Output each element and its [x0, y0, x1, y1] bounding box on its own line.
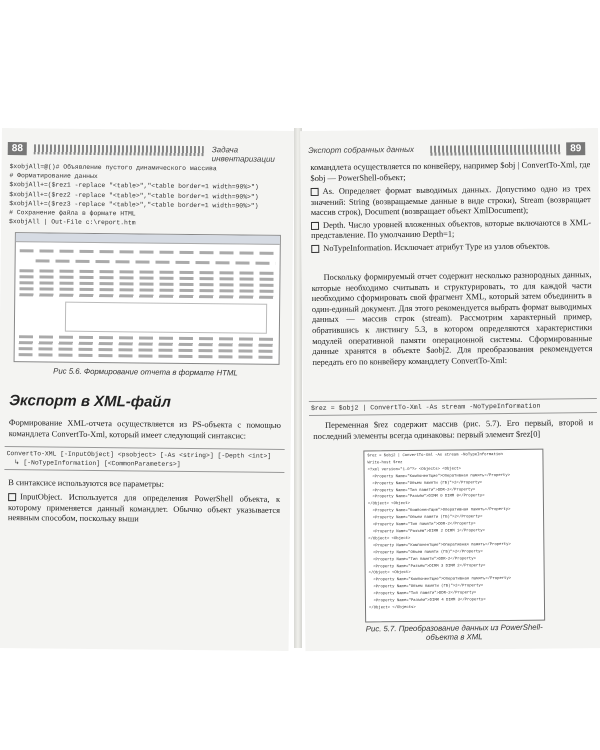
code-line: $xobjAll+=($rez3 -replace "<table>","<table border=1 width=90%>") — [9, 199, 259, 210]
xml-line: <Property Name="Компонентщие">Оперативная память</Property> — [368, 577, 512, 583]
right-page-header — [300, 142, 598, 159]
running-head: Экспорт собранных данных — [308, 144, 415, 156]
left-page — [0, 128, 294, 651]
parameter-item: Depth. Число уровней вложенных объектов, которые включаются в XML-представление. По умолчанию Depth=1; — [311, 217, 592, 241]
left-page-header — [2, 142, 294, 164]
header-decoration — [430, 144, 560, 155]
checkbox-bullet-icon — [311, 188, 319, 196]
xml-line: </Object> <Object> — [367, 502, 410, 507]
param-item: InputObject. Используется для определения PowerShell объекта, к которому применяется данный командлет. Обычно объект указывается неявным способом, поскольку выши — [7, 492, 281, 524]
xml-line: <?xml version="1.0"?> <Objects> <Object> — [367, 467, 461, 473]
xml-line: <Property Name="Компонентщие">Оперативная память</Property> — [367, 508, 511, 514]
code-line: $rez = $obj2 | ConvertTo-Xml -As stream -NoTypeInformation — [309, 398, 597, 416]
report-table — [65, 302, 267, 334]
checkbox-bullet-icon — [311, 222, 319, 230]
code-line: # Сохранение файла в формате HTML — [9, 209, 136, 218]
xml-line: <Property Name="Тип памяти">DDR-2</Property> — [367, 487, 476, 493]
figure-caption: Рис 5.6. Формирование отчета в формате HTML — [53, 366, 238, 378]
xml-line: <Property Name="Объем памяти (ГБ)">2</Property> — [368, 584, 484, 590]
xml-line: <Property Name="Тип памяти">DDR-2</Property> — [368, 522, 476, 528]
section-title: Экспорт в XML-файл — [9, 392, 171, 411]
params-intro: В синтаксисе используются все параметры: — [8, 478, 165, 489]
xml-line: <Property Name="Разъём">DIMM 3 DIMM 2</Property> — [368, 563, 486, 569]
syntax-box — [4, 446, 284, 473]
xml-line: </Object> </Objects> — [368, 605, 416, 611]
code-line: $xobjAll | Out-File c:\report.htm — [8, 218, 136, 227]
xml-line: <Property Name="Объем памяти (ГБ)">2</Property> — [368, 515, 483, 521]
book-spread — [0, 128, 600, 648]
page-number: 89 — [566, 142, 585, 155]
code-line: $xobjAll+=($rez1 -replace "<table>","<table border=1 width=90%>") — [9, 181, 259, 192]
code-line: $xobjAll+=($rez2 -replace "<table>","<table border=1 width=90%>") — [9, 190, 259, 201]
header-decoration — [34, 144, 204, 156]
intro-paragraph: Формирование XML-отчета осуществляется из PS-объекта с помощью командлета ConvertTo-Xml, который имеет следующий синтаксис: — [8, 418, 281, 441]
xml-line: <Property Name="Разъём">DIMM 4 DIMM 3</Property> — [368, 598, 486, 604]
code-listing — [9, 162, 290, 229]
figure-caption: Рис. 5.7. Преобразование данных из PowerShell-объекта в XML — [365, 622, 543, 642]
parameter-item: As. Определяет формат выводимых данных. Допустимо одно из трех значений: String (возвращаемые данные в виде строки), Stream (возвращает массив строк), Document (возвращает объект XmlDocument); — [310, 184, 591, 218]
code-line: # Форматирование данных — [9, 172, 98, 181]
xml-line: <Property Name="Разъём">DIMM 2 DIMM 1</Property> — [368, 529, 485, 535]
page-number: 88 — [8, 142, 27, 155]
xml-line: </Object> <Object> — [368, 571, 411, 576]
syntax-line: ConvertTo-XML [-InputObject] <psobject> [-As <string>] [-Depth <int>] — [6, 450, 272, 460]
parameter-item: NoTypeInformation. Исключает атрибут Type из узлов объектов. — [311, 241, 591, 255]
after-paragraph: Переменная $rez содержит массив (рис. 5.7). Его первый, второй и последний элементы всегда одинаковы: первый элемент $rez[0] — [313, 418, 594, 441]
xml-line: <Property Name="Разъём">DIMM 0 DIMM 0</Property> — [367, 494, 485, 500]
xml-line: <Property Name="Компонентщие">Оперативная память</Property> — [367, 473, 511, 480]
xml-line: </Object> <Object> — [368, 536, 411, 542]
browser-titlebar — [16, 233, 280, 245]
html-report-screenshot — [14, 232, 281, 365]
checkbox-bullet-icon — [8, 493, 16, 501]
xml-line: <Property Name="Тип памяти">DDR-2</Property> — [368, 556, 476, 563]
running-head: Задача инвентаризации — [211, 145, 275, 164]
xml-output-screenshot — [363, 449, 545, 623]
checkbox-bullet-icon — [311, 245, 319, 253]
code-line: $xobjAll=@()# Объявление пустого динамического массива — [9, 163, 217, 173]
xml-line: $rez = $obj2 | ConvertTo-Xml -As stream -NoTypeInformation — [367, 453, 503, 459]
xml-line: <Property Name="Тип памяти">DDR-2</Property> — [368, 591, 477, 597]
parameter-list — [311, 184, 592, 256]
lead-paragraph: командлета осуществляется по конвейеру, например $obj | ConvertTo-Xml, где $obj — PowerShell-объект; — [310, 160, 591, 183]
xml-line: <Property Name="Объем памяти (ГБ)">2</Property> — [367, 480, 483, 487]
syntax-line: ↳ [-NoTypeInformation] [<CommonParameters>] — [6, 459, 181, 469]
xml-line: <Property Name="Объем памяти (ГБ)">2</Property> — [368, 549, 483, 556]
xml-output-text — [364, 450, 544, 615]
right-page — [300, 128, 600, 651]
xml-line: Write-host $rez — [367, 460, 403, 466]
xml-line: <Property Name="Компонентщие">Оперативная память</Property> — [368, 542, 511, 549]
body-paragraph: Поскольку формируемый отчет содержит несколько разнородных данных, которые необходимо считывать и структурировать, то для каждой части необходимо сформировать свой фрагмент XML, который затем объединить в один-единый документ. Для этого рекомендуется выбрать формат выводимых данных — массив строк (stream). Рассмотрим характерный пример, обратившись к листингу 5.3, в котором определяются характеристики модулей оперативной памяти операционной системы. Сформированные данные хранятся в объекте $aobj2. Для преобразования рекомендуется передать его по конвейеру командлету ConvertTo-Xml: — [311, 270, 593, 367]
